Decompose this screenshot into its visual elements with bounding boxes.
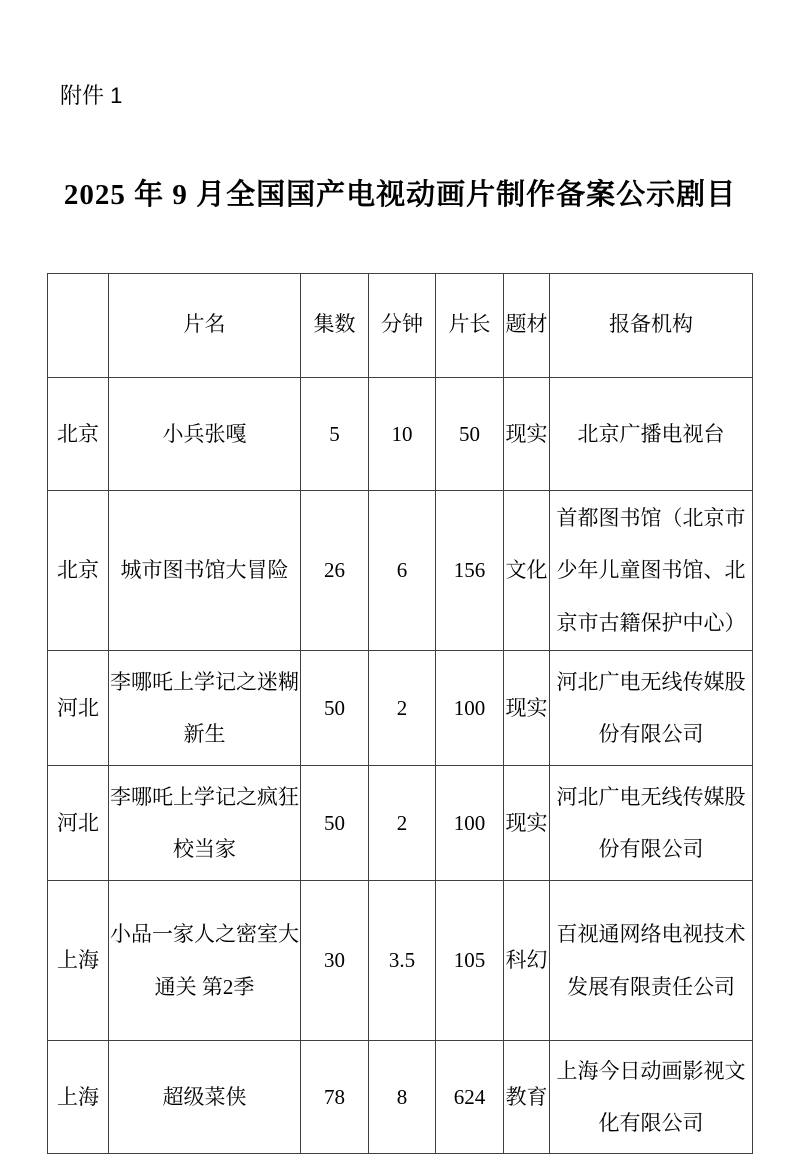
header-episodes: 集数 xyxy=(301,274,369,378)
cell-region: 河北 xyxy=(48,651,109,766)
header-organization: 报备机构 xyxy=(550,274,753,378)
cell-theme: 现实 xyxy=(504,766,550,881)
cell-film-title: 城市图书馆大冒险 xyxy=(109,491,301,651)
cell-minutes: 2 xyxy=(369,651,436,766)
cell-minutes: 8 xyxy=(369,1041,436,1154)
table-row xyxy=(48,651,753,766)
cell-region: 上海 xyxy=(48,1041,109,1154)
cell-theme: 文化 xyxy=(504,491,550,651)
cell-organization: 百视通网络电视技术发展有限责任公司 xyxy=(550,881,753,1041)
cell-theme: 现实 xyxy=(504,651,550,766)
cell-organization: 北京广播电视台 xyxy=(550,378,753,491)
table-row xyxy=(48,378,753,491)
table-row xyxy=(48,766,753,881)
cell-length: 100 xyxy=(436,766,504,881)
cell-minutes: 2 xyxy=(369,766,436,881)
cell-minutes: 10 xyxy=(369,378,436,491)
cell-film-title: 小兵张嘎 xyxy=(109,378,301,491)
cell-theme: 现实 xyxy=(504,378,550,491)
cell-theme: 教育 xyxy=(504,1041,550,1154)
document-title: 2025 年 9 月全国国产电视动画片制作备案公示剧目 xyxy=(63,179,737,211)
header-length: 片长 xyxy=(436,274,504,378)
cell-minutes: 6 xyxy=(369,491,436,651)
cell-organization: 首都图书馆（北京市少年儿童图书馆、北京市古籍保护中心） xyxy=(550,491,753,651)
filing-table xyxy=(47,273,753,1154)
cell-film-title: 李哪吒上学记之疯狂校当家 xyxy=(109,766,301,881)
cell-episodes: 5 xyxy=(301,378,369,491)
cell-length: 156 xyxy=(436,491,504,651)
cell-organization: 河北广电无线传媒股份有限公司 xyxy=(550,651,753,766)
cell-film-title: 超级菜侠 xyxy=(109,1041,301,1154)
cell-film-title: 李哪吒上学记之迷糊新生 xyxy=(109,651,301,766)
cell-organization: 河北广电无线传媒股份有限公司 xyxy=(550,766,753,881)
header-region xyxy=(48,274,109,378)
cell-episodes: 78 xyxy=(301,1041,369,1154)
header-theme: 题材 xyxy=(504,274,550,378)
table-header-row xyxy=(48,274,753,378)
cell-region: 北京 xyxy=(48,378,109,491)
cell-region: 北京 xyxy=(48,491,109,651)
table-row xyxy=(48,881,753,1041)
cell-length: 624 xyxy=(436,1041,504,1154)
cell-region: 上海 xyxy=(48,881,109,1041)
cell-film-title: 小品一家人之密室大通关 第2季 xyxy=(109,881,301,1041)
table-row xyxy=(48,1041,753,1154)
cell-length: 105 xyxy=(436,881,504,1041)
cell-length: 50 xyxy=(436,378,504,491)
cell-organization: 上海今日动画影视文化有限公司 xyxy=(550,1041,753,1154)
attachment-label: 附件 1 xyxy=(60,83,123,108)
cell-minutes: 3.5 xyxy=(369,881,436,1041)
table-row xyxy=(48,491,753,651)
cell-region: 河北 xyxy=(48,766,109,881)
cell-theme: 科幻 xyxy=(504,881,550,1041)
cell-episodes: 30 xyxy=(301,881,369,1041)
cell-episodes: 50 xyxy=(301,766,369,881)
header-minutes: 分钟 xyxy=(369,274,436,378)
cell-episodes: 50 xyxy=(301,651,369,766)
cell-episodes: 26 xyxy=(301,491,369,651)
cell-length: 100 xyxy=(436,651,504,766)
header-film-title: 片名 xyxy=(109,274,301,378)
